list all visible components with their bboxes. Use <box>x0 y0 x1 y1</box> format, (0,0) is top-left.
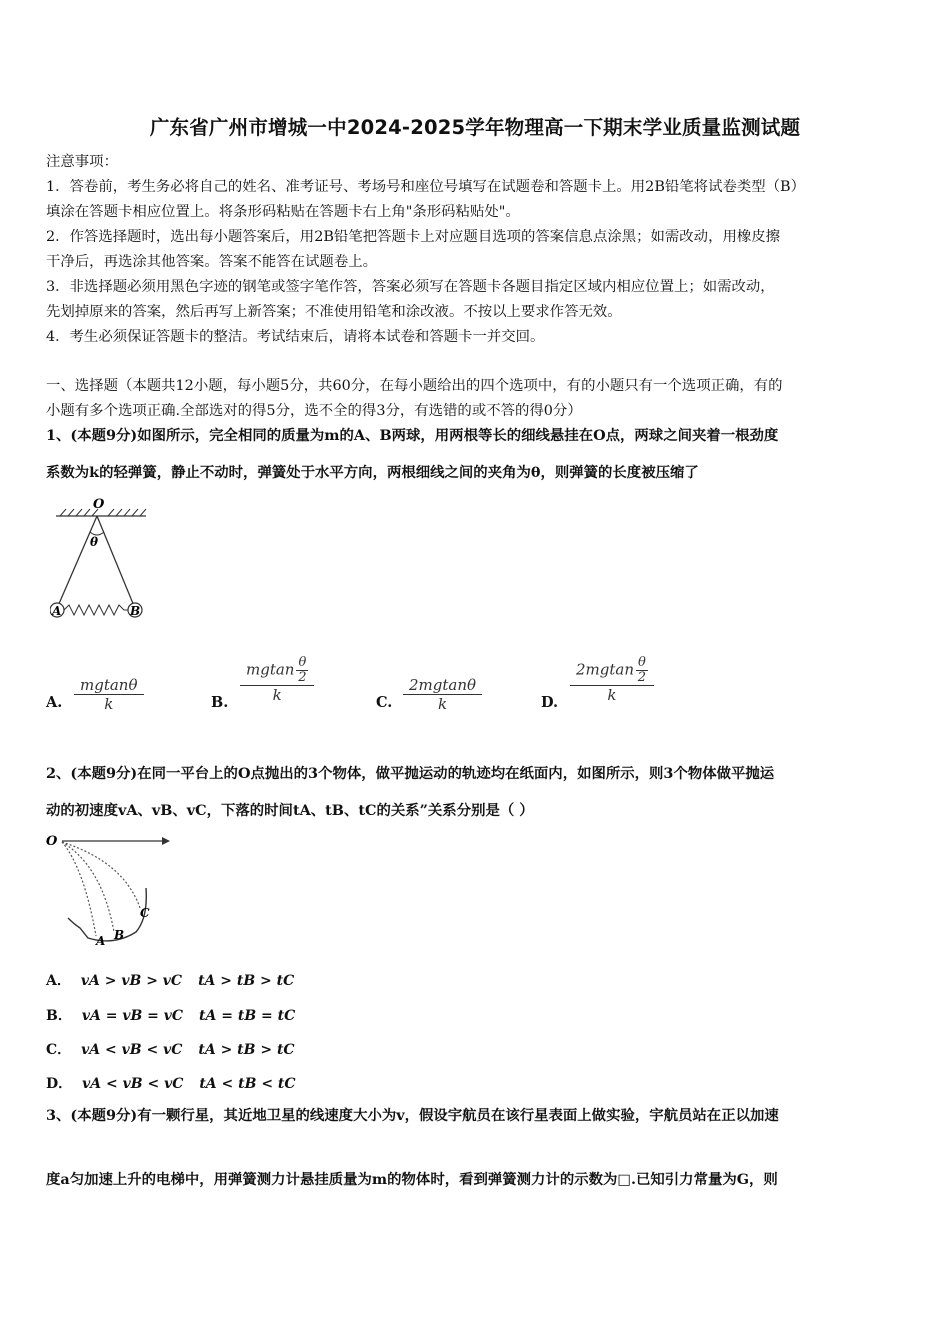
q1-figure <box>50 494 160 624</box>
q1-option-b-label: B. <box>211 694 229 711</box>
theta-label: θ <box>90 535 99 549</box>
spring <box>64 605 128 615</box>
label-a: A <box>96 934 106 948</box>
q2-text-line: 动的初速度vA、vB、vC，下落的时间tA、tB、tC的关系”关系分别是（ ） <box>46 802 534 819</box>
string-a <box>58 516 97 606</box>
fraction-denominator: k <box>104 695 114 713</box>
notice-line: 填涂在答题卡相应位置上。将条形码粘贴在答题卡右上角"条形码粘贴处"。 <box>46 204 520 220</box>
notice-line: 干净后，再选涂其他答案。答案不能答在试题卷上。 <box>46 254 377 270</box>
q2-option-d: D． vA < vB < vC tA < tB < tC <box>46 1076 296 1092</box>
page-title: 广东省广州市增城一中2024-2025学年物理高一下期末学业质量监测试题 <box>149 116 801 139</box>
notice-heading: 注意事项： <box>46 154 118 170</box>
fraction-denominator: k <box>272 686 282 704</box>
q2-text-line: 2、(本题9分)在同一平台上的O点抛出的3个物体，做平抛运动的轨迹均在纸面内，如图所示，则3个物体做平抛运 <box>46 765 775 782</box>
notice-line: 4．考生必须保证答题卡的整洁。考试结束后，请将本试卷和答题卡一并交回。 <box>46 329 545 345</box>
trajectory-c <box>62 842 140 908</box>
point-o-label: O <box>46 834 58 849</box>
trajectory-b <box>62 842 114 932</box>
notice-line: 1．答卷前，考生务必将自己的姓名、准考证号、考场号和座位号填写在试题卷和答题卡上。用2B铅笔将试卷类型（B） <box>46 179 805 195</box>
section-heading-line: 一、选择题（本题共12小题，每小题5分，共60分，在每小题给出的四个选项中，有的小题只有一个选项正确，有的 <box>46 378 783 394</box>
notice-line: 2．作答选择题时，选出每小题答案后，用2B铅笔把答题卡上对应题目选项的答案信息点涂黑；如需改动，用橡皮擦 <box>46 229 781 245</box>
q1-option-a-fraction <box>74 676 144 713</box>
q2-option-c: C． vA < vB < vC tA > tB > tC <box>46 1042 295 1058</box>
trajectory-a <box>62 842 96 936</box>
label-b: B <box>114 928 125 942</box>
q1-text-line: 系数为k的轻弹簧，静止不动时，弹簧处于水平方向，两根细线之间的夹角为θ，则弹簧的长度被压缩了 <box>46 464 699 481</box>
section-heading-line: 小题有多个选项正确.全部选对的得5分，选不全的得3分，有选错的或不答的得0分） <box>46 403 582 419</box>
fraction-denominator: k <box>607 686 617 704</box>
ball-a-label: A <box>52 604 62 618</box>
fraction-numerator: mgtanθ <box>74 676 144 695</box>
q3-text-line: 3、(本题9分)有一颗行星，其近地卫星的线速度大小为v，假设宇航员在该行星表面上做实验，宇航员站在正以加速 <box>46 1107 779 1124</box>
q1-text-line: 1、(本题9分)如图所示，完全相同的质量为m的A、B两球，用两根等长的细线悬挂在O点，两球之间夹着一根劲度 <box>46 427 779 444</box>
q1-option-d-label: D. <box>541 694 559 711</box>
fraction-numerator: 2mgtanθ <box>403 676 482 695</box>
q2-option-b: B． vA = vB = vC tA = tB = tC <box>46 1008 296 1024</box>
q1-option-b-fraction <box>240 656 314 704</box>
notice-line: 3．非选择题必须用黑色字迹的钢笔或签字笔作答，答案必须写在答题卡各题目指定区域内相应位置上；如需改动， <box>46 279 775 295</box>
q1-option-a-label: A. <box>46 694 63 711</box>
string-b <box>97 516 134 606</box>
label-c: C <box>140 906 150 920</box>
q2-option-a: A． vA > vB > vC tA > tB > tC <box>46 973 295 989</box>
notice-line: 先划掉原来的答案，然后再写上新答案；不准使用铅笔和涂改液。不按以上要求作答无效。 <box>46 304 622 320</box>
fraction-denominator: k <box>437 695 448 713</box>
arrow-head <box>162 837 170 845</box>
fraction-numerator: mgtan $\frac{\theta}{2}$ <box>240 656 314 686</box>
q3-text-line: 度a匀加速上升的电梯中，用弹簧测力计悬挂质量为m的物体时，看到弹簧测力计的示数为□.已知引力常量为G，则 <box>46 1171 778 1188</box>
point-o-label: O <box>93 497 105 512</box>
fraction-numerator: 2mgtan $\frac{\theta}{2}$ <box>570 656 654 686</box>
q2-figure <box>44 828 174 952</box>
q1-option-c-label: C. <box>376 694 393 711</box>
q1-option-c-fraction <box>403 676 482 713</box>
ball-b-label: B <box>130 604 141 618</box>
q1-option-d-fraction <box>570 656 654 704</box>
